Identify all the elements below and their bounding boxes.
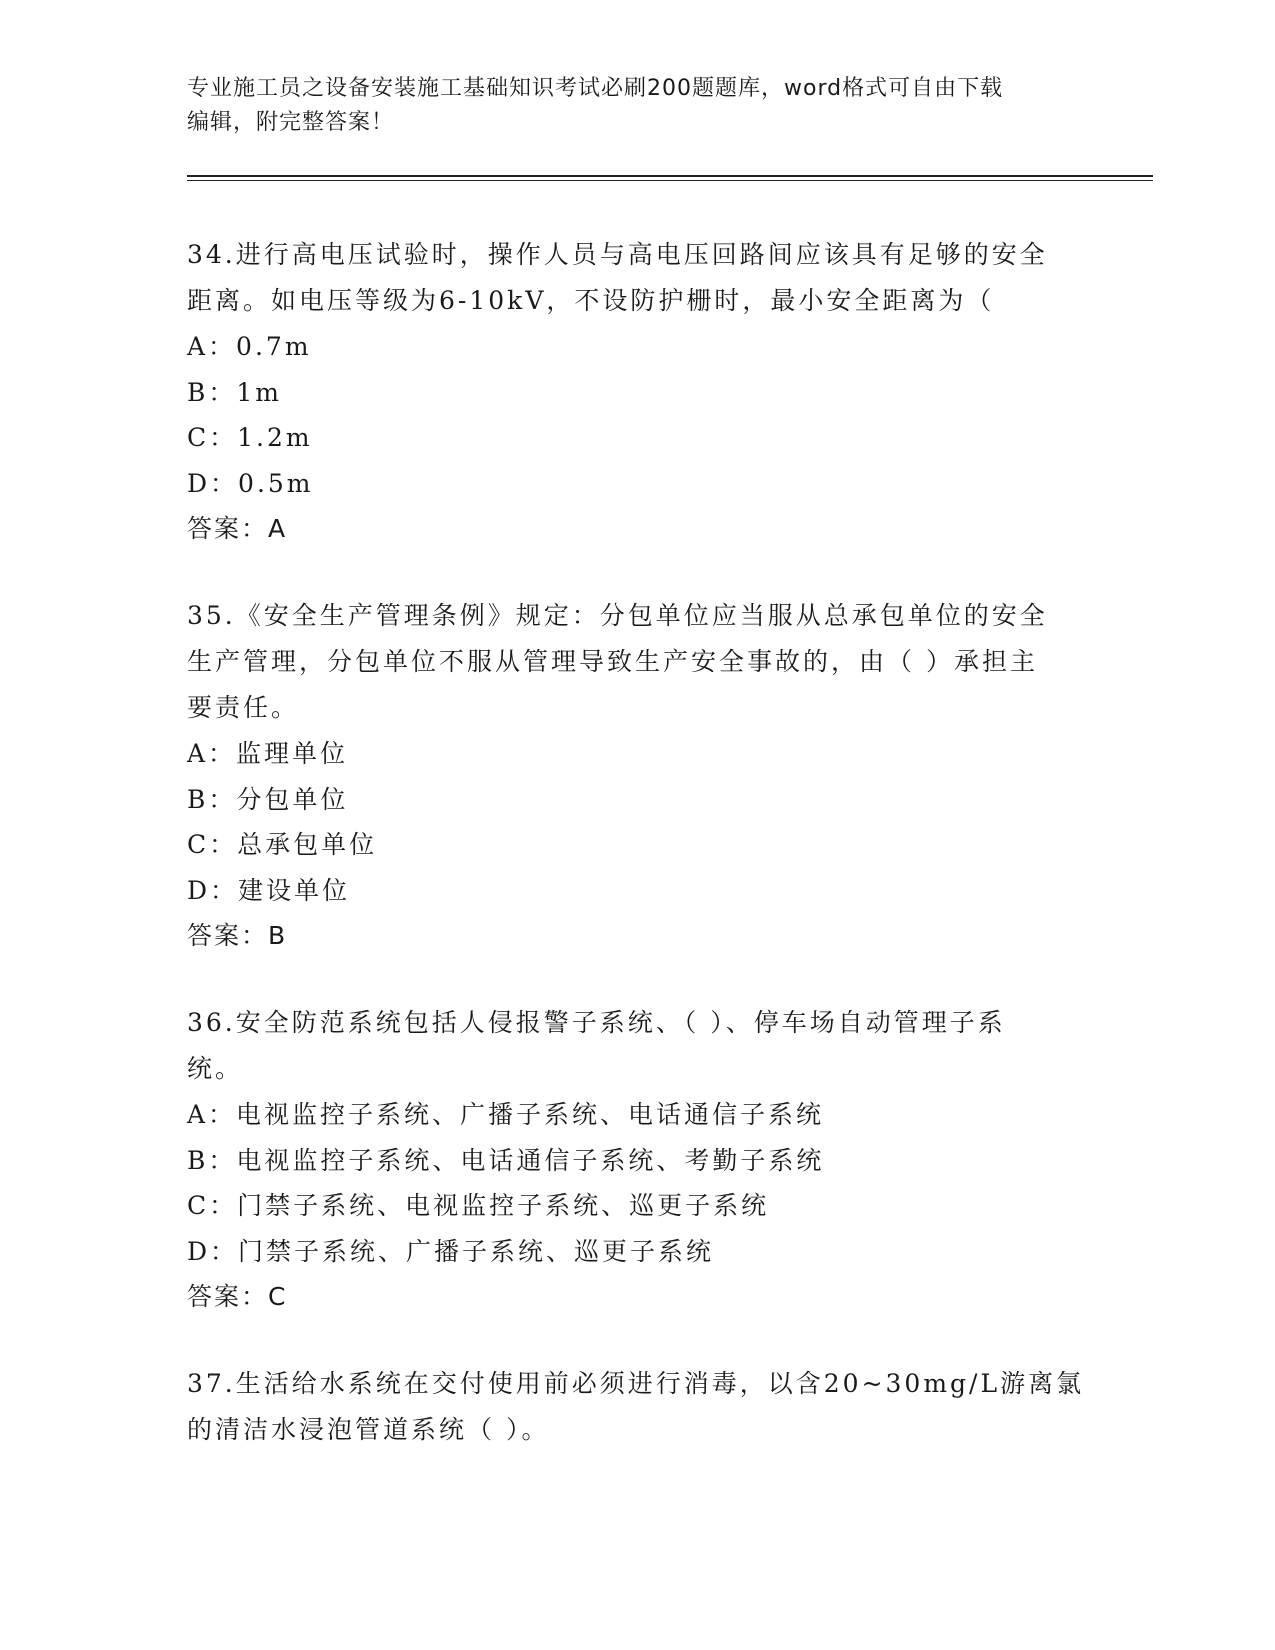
option-d: D：建设单位 [187, 875, 351, 905]
question-text-line: 35.《安全生产管理条例》规定：分包单位应当服从总承包单位的安全 [187, 601, 1048, 630]
header-divider-thick [187, 175, 1153, 177]
option-b: B：电视监控子系统、电话通信子系统、考勤子系统 [187, 1145, 825, 1175]
question-text-line: 37.生活给水系统在交付使用前必须进行消毒，以含20~30mg/L游离氯 [187, 1369, 1085, 1398]
question-text-line: 36.安全防范系统包括人侵报警子系统、（ ）、停车场自动管理子系 [187, 1008, 1006, 1037]
question-text-line: 生产管理，分包单位不服从管理导致生产安全事故的，由（ ）承担主 [187, 647, 1038, 676]
option-d: D：0.5m [187, 468, 314, 498]
option-c: C：总承包单位 [187, 830, 378, 859]
question-text-line: 距离。如电压等级为6-10kV，不设防护栅时，最小安全距离为（ [187, 286, 995, 315]
question-list [187, 232, 1087, 1494]
question-text-line: 统。 [187, 1054, 244, 1083]
question-36 [187, 1000, 1087, 1320]
question-text-line: 要责任。 [187, 693, 300, 722]
header-line-1: 专业施工员之设备安装施工基础知识考试必刷200题题库，word格式可自由下载 [187, 76, 1004, 101]
option-a: A：0.7m [187, 332, 312, 361]
answer: 答案：B [187, 921, 288, 950]
question-text-line: 的清洁水浸泡管道系统（ ）。 [187, 1415, 550, 1444]
option-a: A：监理单位 [187, 739, 349, 768]
header-divider-thin [187, 180, 1153, 181]
option-b: B：1m [187, 377, 282, 407]
question-text-line: 34.进行高电压试验时，操作人员与高电压回路间应该具有足够的安全 [187, 240, 1048, 269]
header-line-2: 编辑，附完整答案！ [187, 110, 395, 135]
answer: 答案：A [187, 514, 288, 543]
option-a: A：电视监控子系统、广播子系统、电话通信子系统 [187, 1100, 825, 1129]
option-d: D：门禁子系统、广播子系统、巡更子系统 [187, 1236, 715, 1266]
answer: 答案：C [187, 1282, 288, 1311]
option-c: C：门禁子系统、电视监控子系统、巡更子系统 [187, 1191, 770, 1220]
question-34 [187, 232, 1087, 552]
option-b: B：分包单位 [187, 784, 349, 814]
question-35 [187, 593, 1087, 959]
question-37 [187, 1361, 1087, 1453]
document-header [187, 72, 1087, 140]
option-c: C：1.2m [187, 423, 313, 452]
